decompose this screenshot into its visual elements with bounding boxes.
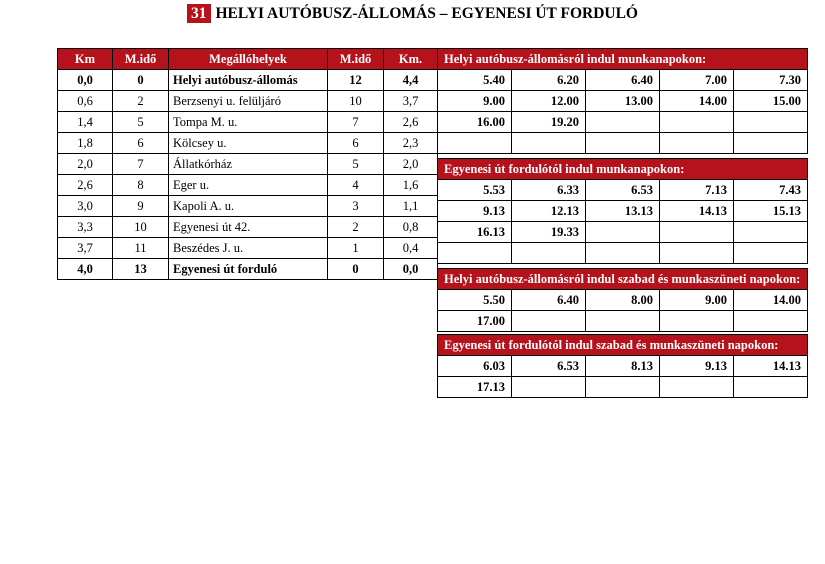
timetable-holiday-from-terminus bbox=[437, 334, 808, 398]
departure-time: 6.03 bbox=[438, 356, 512, 377]
stop-name: Állatkórház bbox=[169, 154, 328, 175]
departure-time: 6.20 bbox=[512, 70, 586, 91]
stop-time-return: 10 bbox=[328, 91, 384, 112]
departure-time bbox=[734, 311, 808, 332]
stop-row bbox=[58, 91, 438, 112]
departure-row bbox=[438, 243, 808, 264]
departure-time: 6.53 bbox=[586, 180, 660, 201]
departure-time: 12.13 bbox=[512, 201, 586, 222]
departure-time bbox=[660, 311, 734, 332]
stop-row bbox=[58, 154, 438, 175]
departure-time bbox=[734, 243, 808, 264]
departure-time bbox=[586, 222, 660, 243]
stop-name: Helyi autóbusz-állomás bbox=[169, 70, 328, 91]
stop-name: Tompa M. u. bbox=[169, 112, 328, 133]
stop-time-outbound: 5 bbox=[113, 112, 169, 133]
stop-time-outbound: 2 bbox=[113, 91, 169, 112]
stop-km-return: 2,6 bbox=[384, 112, 438, 133]
timetable-header-row bbox=[438, 269, 808, 290]
departure-time bbox=[734, 112, 808, 133]
departure-time bbox=[660, 243, 734, 264]
departure-time: 14.13 bbox=[734, 356, 808, 377]
departure-time bbox=[438, 243, 512, 264]
departure-time: 9.13 bbox=[438, 201, 512, 222]
stop-km-outbound: 3,0 bbox=[58, 196, 113, 217]
departure-time: 17.00 bbox=[438, 311, 512, 332]
stops-table bbox=[57, 48, 438, 280]
stops-header-row bbox=[58, 49, 438, 70]
departure-time bbox=[586, 243, 660, 264]
timetable-header: Egyenesi út fordulótól indul munkanapokon: bbox=[438, 159, 808, 180]
timetable-header-row bbox=[438, 159, 808, 180]
departure-time: 19.33 bbox=[512, 222, 586, 243]
departure-time bbox=[512, 133, 586, 154]
stop-km-return: 1,1 bbox=[384, 196, 438, 217]
stop-time-outbound: 7 bbox=[113, 154, 169, 175]
departure-time bbox=[586, 377, 660, 398]
stop-time-return: 4 bbox=[328, 175, 384, 196]
stop-time-return: 1 bbox=[328, 238, 384, 259]
stop-row bbox=[58, 175, 438, 196]
departure-row bbox=[438, 377, 808, 398]
departure-row bbox=[438, 311, 808, 332]
departure-time: 7.13 bbox=[660, 180, 734, 201]
route-title-text: HELYI AUTÓBUSZ-ÁLLOMÁS – EGYENESI ÚT FORDULÓ bbox=[215, 5, 638, 22]
departure-row bbox=[438, 180, 808, 201]
stop-km-outbound: 3,7 bbox=[58, 238, 113, 259]
stop-name: Eger u. bbox=[169, 175, 328, 196]
stop-name: Egyenesi út forduló bbox=[169, 259, 328, 280]
timetable-header: Helyi autóbusz-állomásról indul munkanapokon: bbox=[438, 49, 808, 70]
departure-time bbox=[438, 133, 512, 154]
timetable-header: Helyi autóbusz-állomásról indul szabad és munkaszüneti napokon: bbox=[438, 269, 808, 290]
timetable-holiday-from-bus-station bbox=[437, 268, 808, 332]
departure-time: 7.43 bbox=[734, 180, 808, 201]
stop-km-return: 1,6 bbox=[384, 175, 438, 196]
departure-time: 6.40 bbox=[586, 70, 660, 91]
stop-name: Kölcsey u. bbox=[169, 133, 328, 154]
departure-time: 5.53 bbox=[438, 180, 512, 201]
stop-km-outbound: 2,0 bbox=[58, 154, 113, 175]
stop-time-outbound: 6 bbox=[113, 133, 169, 154]
stop-time-return: 6 bbox=[328, 133, 384, 154]
stop-km-outbound: 3,3 bbox=[58, 217, 113, 238]
departure-time: 16.13 bbox=[438, 222, 512, 243]
departure-time: 8.00 bbox=[586, 290, 660, 311]
departure-row bbox=[438, 133, 808, 154]
departure-time bbox=[512, 243, 586, 264]
stop-km-return: 2,0 bbox=[384, 154, 438, 175]
departure-time: 16.00 bbox=[438, 112, 512, 133]
stop-name: Egyenesi út 42. bbox=[169, 217, 328, 238]
stop-row bbox=[58, 238, 438, 259]
departure-time bbox=[586, 112, 660, 133]
header-travel-time: M.idő bbox=[113, 49, 169, 70]
departure-row bbox=[438, 201, 808, 222]
stop-time-return: 7 bbox=[328, 112, 384, 133]
stop-time-outbound: 13 bbox=[113, 259, 169, 280]
departure-time bbox=[586, 311, 660, 332]
stop-time-return: 12 bbox=[328, 70, 384, 91]
header-stops: Megállóhelyek bbox=[169, 49, 328, 70]
page-title bbox=[0, 4, 825, 24]
departure-time: 13.00 bbox=[586, 91, 660, 112]
departure-time bbox=[734, 133, 808, 154]
departure-time bbox=[512, 311, 586, 332]
departure-time: 6.40 bbox=[512, 290, 586, 311]
header-km-return: Km. bbox=[384, 49, 438, 70]
departure-time: 8.13 bbox=[586, 356, 660, 377]
timetable-header-row bbox=[438, 335, 808, 356]
stop-row bbox=[58, 196, 438, 217]
stop-name: Beszédes J. u. bbox=[169, 238, 328, 259]
departure-time: 5.40 bbox=[438, 70, 512, 91]
departure-row bbox=[438, 356, 808, 377]
stop-km-outbound: 0,0 bbox=[58, 70, 113, 91]
stop-km-outbound: 2,6 bbox=[58, 175, 113, 196]
departure-time: 15.00 bbox=[734, 91, 808, 112]
stop-row bbox=[58, 259, 438, 280]
departure-row bbox=[438, 91, 808, 112]
departure-time bbox=[734, 377, 808, 398]
departure-time bbox=[734, 222, 808, 243]
stop-name: Kapoli A. u. bbox=[169, 196, 328, 217]
stop-time-outbound: 9 bbox=[113, 196, 169, 217]
stop-time-outbound: 8 bbox=[113, 175, 169, 196]
stops-body bbox=[58, 70, 438, 280]
timetable-header-row bbox=[438, 49, 808, 70]
departure-time: 5.50 bbox=[438, 290, 512, 311]
stop-name: Berzsenyi u. felüljáró bbox=[169, 91, 328, 112]
stop-time-outbound: 10 bbox=[113, 217, 169, 238]
departure-time bbox=[660, 377, 734, 398]
departure-time: 14.00 bbox=[734, 290, 808, 311]
stop-time-return: 3 bbox=[328, 196, 384, 217]
stop-km-return: 0,8 bbox=[384, 217, 438, 238]
stop-km-outbound: 1,4 bbox=[58, 112, 113, 133]
departure-time bbox=[660, 222, 734, 243]
departure-time: 6.33 bbox=[512, 180, 586, 201]
departure-time: 14.00 bbox=[660, 91, 734, 112]
header-travel-time-return: M.idő bbox=[328, 49, 384, 70]
stop-time-return: 2 bbox=[328, 217, 384, 238]
departure-row bbox=[438, 70, 808, 91]
departure-time: 9.00 bbox=[660, 290, 734, 311]
stop-km-outbound: 0,6 bbox=[58, 91, 113, 112]
departure-time bbox=[660, 133, 734, 154]
stop-km-return: 4,4 bbox=[384, 70, 438, 91]
departure-time: 6.53 bbox=[512, 356, 586, 377]
departure-time: 13.13 bbox=[586, 201, 660, 222]
stop-row bbox=[58, 217, 438, 238]
stop-time-outbound: 0 bbox=[113, 70, 169, 91]
timetable-weekday-from-bus-station bbox=[437, 48, 808, 154]
departure-time: 7.30 bbox=[734, 70, 808, 91]
departure-time: 12.00 bbox=[512, 91, 586, 112]
stop-km-return: 2,3 bbox=[384, 133, 438, 154]
departure-time bbox=[512, 377, 586, 398]
departure-time: 15.13 bbox=[734, 201, 808, 222]
departure-time: 9.00 bbox=[438, 91, 512, 112]
header-km: Km bbox=[58, 49, 113, 70]
stop-time-outbound: 11 bbox=[113, 238, 169, 259]
departure-row bbox=[438, 222, 808, 243]
stop-km-return: 0,4 bbox=[384, 238, 438, 259]
stop-km-return: 3,7 bbox=[384, 91, 438, 112]
stop-km-outbound: 1,8 bbox=[58, 133, 113, 154]
timetable-header: Egyenesi út fordulótól indul szabad és munkaszüneti napokon: bbox=[438, 335, 808, 356]
route-number-badge: 31 bbox=[187, 4, 211, 23]
departure-time: 14.13 bbox=[660, 201, 734, 222]
timetable-weekday-from-terminus bbox=[437, 158, 808, 264]
departure-time bbox=[660, 112, 734, 133]
stop-time-return: 5 bbox=[328, 154, 384, 175]
stop-row bbox=[58, 70, 438, 91]
departure-time bbox=[586, 133, 660, 154]
departure-row bbox=[438, 112, 808, 133]
departure-time: 9.13 bbox=[660, 356, 734, 377]
stop-km-outbound: 4,0 bbox=[58, 259, 113, 280]
departure-row bbox=[438, 290, 808, 311]
departure-time: 7.00 bbox=[660, 70, 734, 91]
departure-time: 17.13 bbox=[438, 377, 512, 398]
stop-km-return: 0,0 bbox=[384, 259, 438, 280]
stop-row bbox=[58, 112, 438, 133]
stop-row bbox=[58, 133, 438, 154]
departure-time: 19.20 bbox=[512, 112, 586, 133]
stop-time-return: 0 bbox=[328, 259, 384, 280]
